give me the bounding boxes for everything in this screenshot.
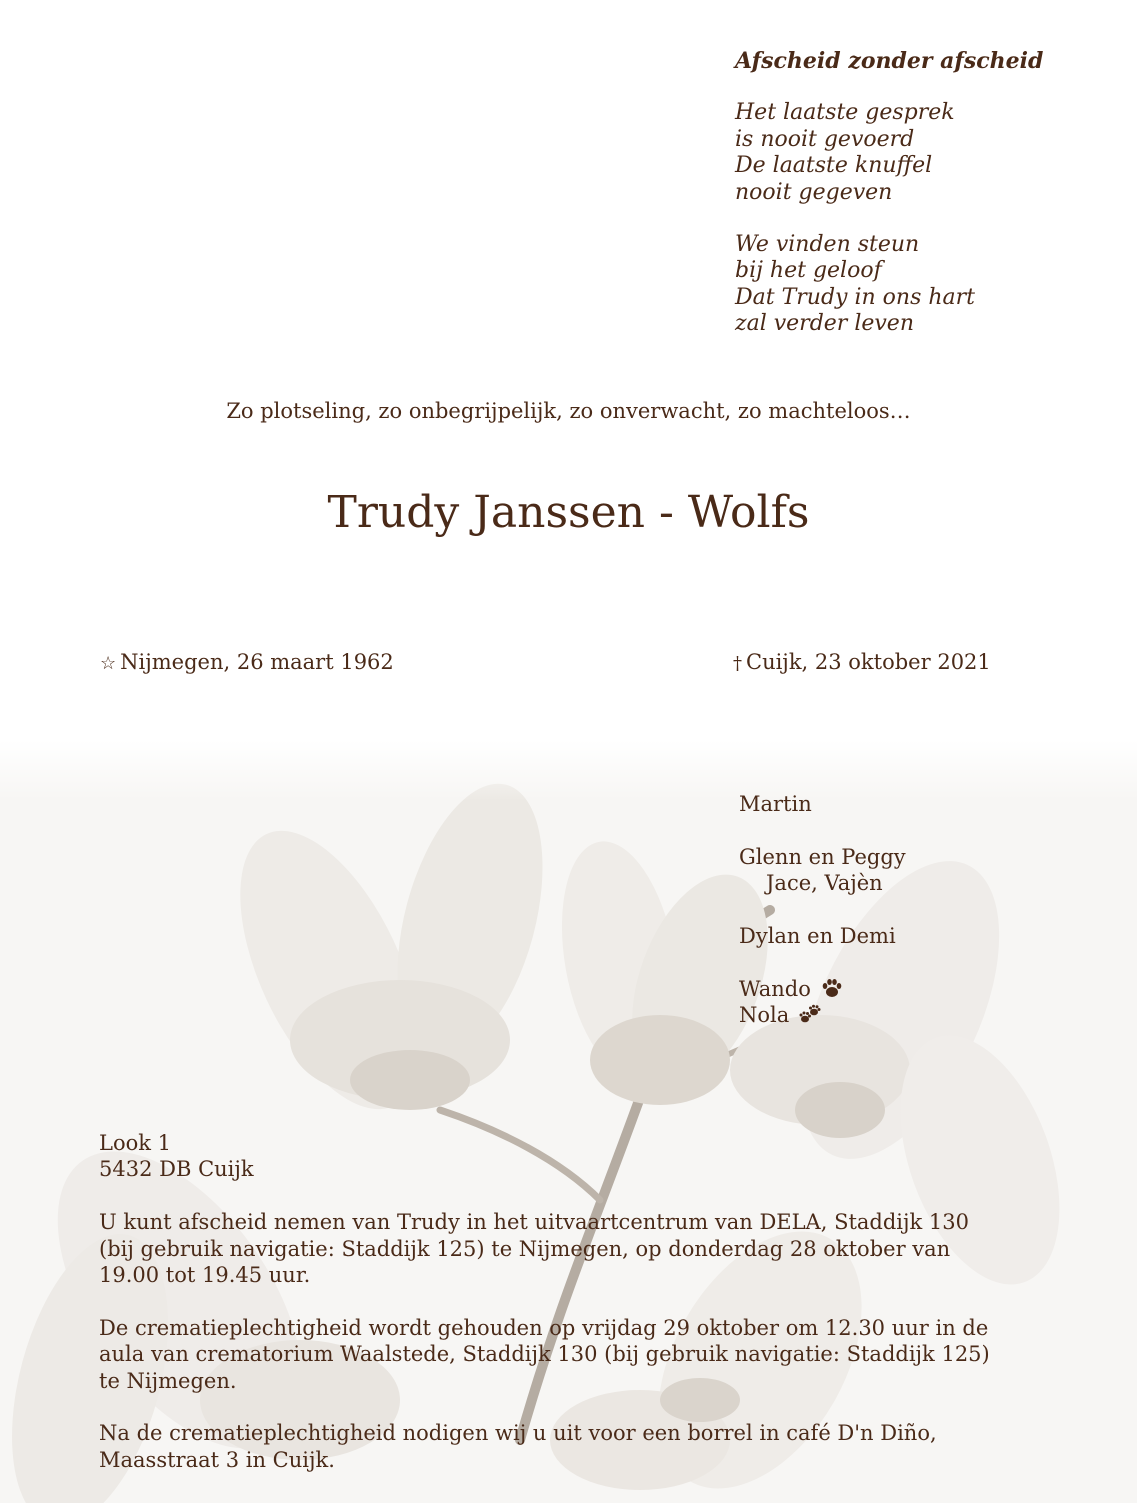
paw-print-icon: [821, 978, 843, 998]
intro-text: Zo plotseling, zo onbegrijpelijk, zo onverwacht, zo machteloos…: [226, 399, 911, 423]
poem-line: Het laatste gesprek: [735, 100, 955, 126]
family-child: Glenn en Peggy: [739, 844, 906, 869]
poem-stanza-1: [735, 100, 1115, 206]
family-pet: [739, 976, 1119, 1002]
family-group: [739, 976, 1119, 1029]
deceased-name: Trudy Janssen - Wolfs: [327, 487, 810, 538]
poem-stanza-2: [735, 232, 1115, 338]
reception-paragraph: [99, 1420, 1059, 1473]
paragraph-line: Maasstraat 3 in Cuijk.: [99, 1447, 335, 1472]
poem-line: Dat Trudy in ons hart: [735, 284, 975, 310]
funeral-info: [99, 1130, 1059, 1473]
poem: [735, 48, 1115, 364]
viewing-paragraph: [99, 1209, 1059, 1288]
family-group: [739, 791, 1119, 817]
death-text: Cuijk, 23 oktober 2021: [746, 650, 991, 674]
family-group: [739, 923, 1119, 949]
poem-line: nooit gegeven: [735, 179, 893, 205]
family-group: [739, 844, 1119, 897]
paragraph-line: De crematieplechtigheid wordt gehouden op vrijdag 29 oktober om 12.30 uur in de: [99, 1315, 989, 1340]
poem-line: De laatste knuffel: [735, 153, 933, 179]
star-icon: ☆: [100, 653, 117, 674]
death-info: [733, 648, 991, 678]
poem-title: Afscheid zonder afscheid: [735, 48, 1044, 74]
poem-line: zal verder leven: [735, 311, 914, 337]
poem-line: is nooit gevoerd: [735, 126, 915, 152]
poem-line: We vinden steun: [735, 232, 920, 258]
address-street: Look 1: [99, 1131, 171, 1155]
poem-line: bij het geloof: [735, 258, 882, 284]
family-grandchildren: Jace, Vajèn: [766, 871, 883, 896]
paragraph-line: U kunt afscheid nemen van Trudy in het uitvaartcentrum van DELA, Staddijk 130: [99, 1210, 970, 1235]
pet-name: Wando: [739, 976, 811, 1001]
cross-icon: †: [733, 653, 742, 674]
family-list: [739, 791, 1119, 1029]
paragraph-line: (bij gebruik navigatie: Staddijk 125) te Nijmegen, op donderdag 28 oktober van: [99, 1236, 951, 1261]
paragraph-line: Na de crematieplechtigheid nodigen wij u uit voor een borrel in café D'n Diño,: [99, 1421, 937, 1446]
paw-prints-icon: [799, 1004, 821, 1024]
pet-name: Nola: [739, 1003, 790, 1028]
birth-info: [100, 648, 394, 678]
address-postal-city: 5432 DB Cuijk: [99, 1157, 254, 1182]
ceremony-paragraph: [99, 1315, 1059, 1394]
birth-text: Nijmegen, 26 maart 1962: [120, 650, 394, 674]
family-pet: [739, 1002, 1119, 1028]
family-child: Dylan en Demi: [739, 924, 896, 948]
family-partner: Martin: [739, 792, 812, 816]
paragraph-line: 19.00 tot 19.45 uur.: [99, 1263, 311, 1288]
paragraph-line: aula van crematorium Waalstede, Staddijk 130 (bij gebruik navigatie: Staddijk 125): [99, 1342, 990, 1367]
paragraph-line: te Nijmegen.: [99, 1368, 237, 1393]
home-address: [99, 1130, 1059, 1183]
